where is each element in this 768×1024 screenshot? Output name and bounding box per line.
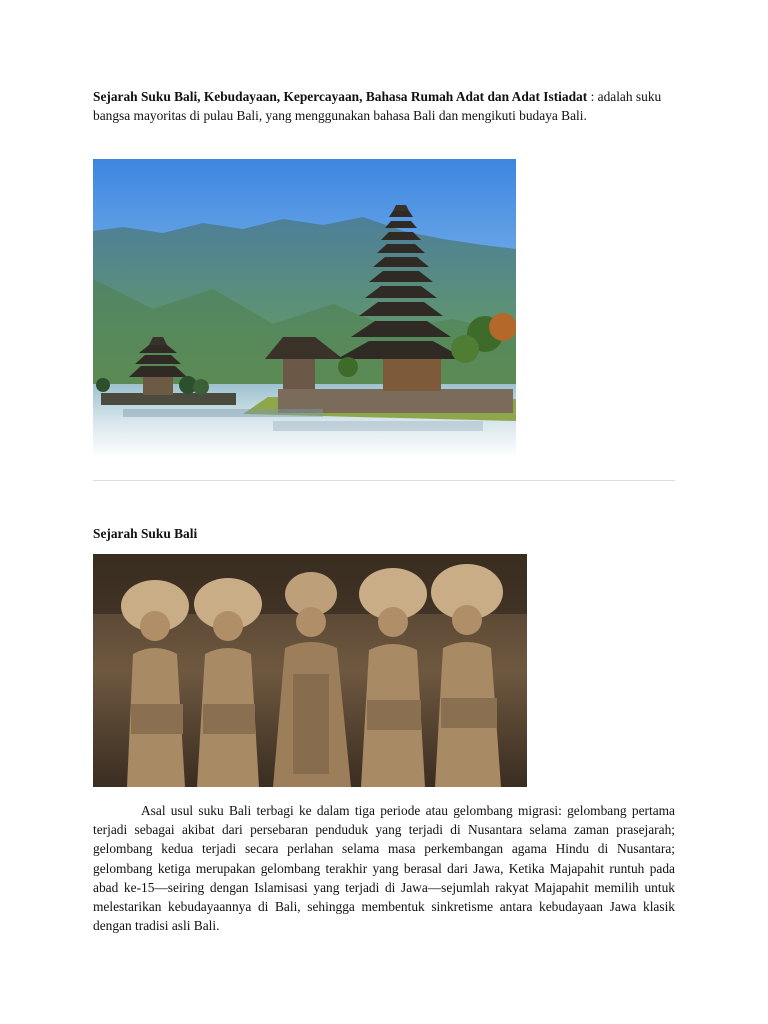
balinese-dancers-photo: [93, 554, 527, 787]
document-title: Sejarah Suku Bali, Kebudayaan, Kepercayaan, Bahasa Rumah Adat dan Adat Istiadat: [93, 89, 588, 104]
intro-paragraph: [93, 87, 683, 125]
intro-text: : adalah suku bangsa mayoritas di pulau Bali, yang menggunakan bahasa Bali dan mengikuti budaya Bali.: [93, 89, 662, 123]
body-paragraph: Asal usul suku Bali terbagi ke dalam tiga periode atau gelombang migrasi: gelombang pertama terjadi sebagai akibat dari persebaran penduduk yang terjadi di Nusantara selama zaman prasejarah; gelombang kedua terjadi secara perlahan selama masa perkembangan agama Hindu di Nusantara; gelombang ketiga merupakan gelombang terakhir yang berasal dari Jawa, Ketika Majapahit runtuh pada abad ke-15—seiring dengan Islamisasi yang terjadi di Jawa—sejumlah rakyat Majapahit memilih untuk melestarikan kebudayaannya di Bali, sehingga membentuk sinkretisme antara kebudayaan Jawa klasik dengan tradisi asli Bali.: [93, 803, 675, 934]
horizontal-divider: [93, 480, 675, 481]
temple-lake-photo: [93, 159, 516, 458]
section-heading: Sejarah Suku Bali: [93, 526, 198, 541]
